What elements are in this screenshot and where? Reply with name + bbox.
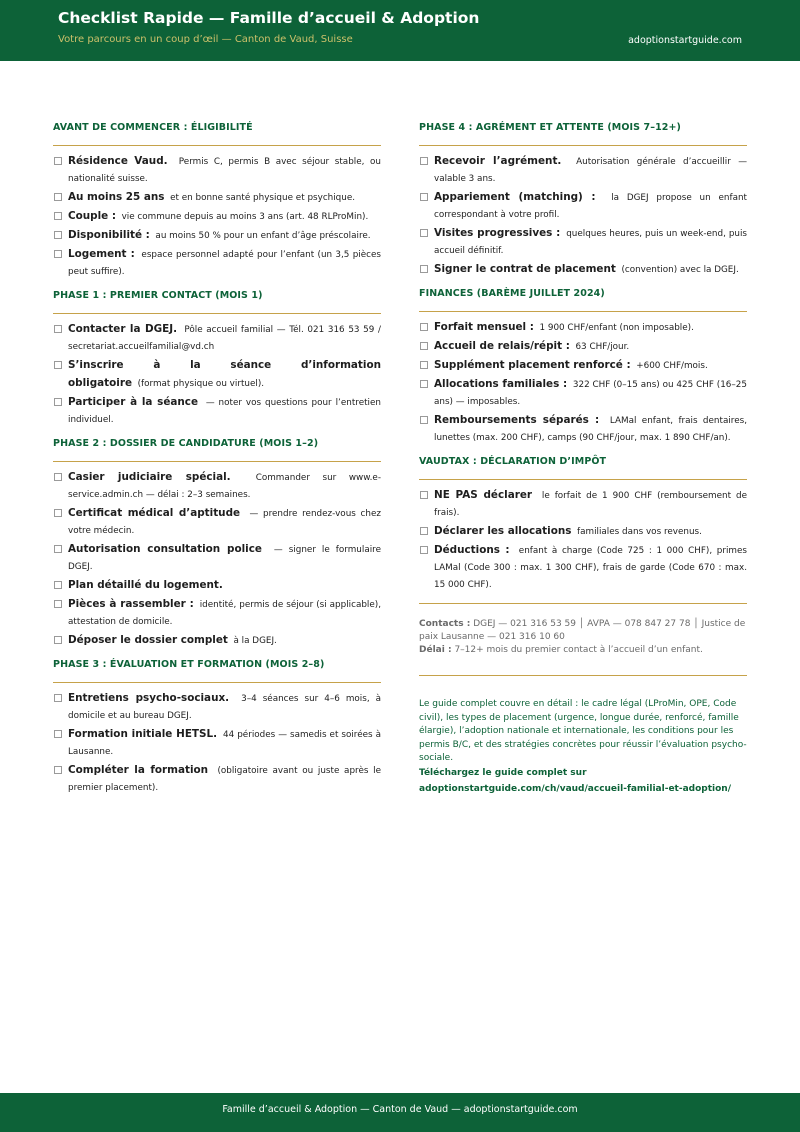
item-description: 322 CHF (0–15 ans) ou 425 CHF (16–25 ans) — imposables. [434, 380, 747, 407]
checklist-item [419, 376, 747, 411]
page-title: Checklist Rapide — Famille d’accueil & Adoption [58, 9, 480, 27]
item-description: — signer le formulaire DGEJ. [68, 545, 381, 572]
right-sections [419, 122, 747, 594]
checkbox-icon[interactable] [54, 636, 62, 644]
delai-label: Délai : [419, 645, 452, 655]
item-title: Logement : [68, 248, 135, 260]
checkbox-icon[interactable] [420, 546, 428, 554]
checklist-item [419, 412, 747, 447]
checklist [419, 319, 747, 447]
checklist-item [53, 505, 381, 540]
checkbox-icon[interactable] [54, 766, 62, 774]
item-description: identité, permis de séjour (si applicable), attestation de domicile. [68, 600, 381, 627]
item-title: Certificat médical d’aptitude [68, 507, 241, 519]
item-title: NE PAS déclarer [434, 489, 533, 501]
checkbox-icon[interactable] [420, 342, 428, 350]
checklist-item [53, 726, 381, 761]
item-description: Permis C, permis B avec séjour stable, ou nationalité suisse. [68, 157, 381, 184]
item-description: à la DGEJ. [233, 636, 277, 646]
checkbox-icon[interactable] [420, 323, 428, 331]
item-title: S’inscrire à la séance d’information obligatoire [68, 359, 381, 389]
checklist-item [53, 541, 381, 576]
item-title: Entretiens psycho-sociaux. [68, 692, 230, 704]
item-title: Au moins 25 ans [68, 191, 165, 203]
item-title: Résidence Vaud. [68, 155, 168, 167]
checkbox-icon[interactable] [54, 600, 62, 608]
checkbox-icon[interactable] [420, 157, 428, 165]
checklist [53, 153, 381, 281]
item-description: Autorisation générale d’accueillir — valable 3 ans. [434, 157, 747, 184]
contacts-block [419, 618, 747, 657]
item-title: Signer le contrat de placement [434, 263, 616, 275]
item-title: Plan détaillé du logement. [68, 579, 223, 591]
item-title: Supplément placement renforcé : [434, 359, 631, 371]
checklist-item [53, 632, 381, 650]
right-column [419, 122, 747, 797]
checkbox-icon[interactable] [420, 265, 428, 273]
checkbox-icon[interactable] [54, 398, 62, 406]
promo-text: Le guide complet couvre en détail : le cadre légal (LProMin, OPE, Code civil), les types de placement (urgence, longue durée, renforcé, famille élargie), l’adoption nationale et internationale, les conditions pour les permis B/C, et des stratégies concrètes pour réussir l’évaluation psycho-sociale. [419, 699, 747, 763]
checklist-item [419, 189, 747, 224]
checkbox-icon[interactable] [54, 193, 62, 201]
checkbox-icon[interactable] [54, 212, 62, 220]
item-description: et en bonne santé physique et psychique. [170, 193, 356, 203]
item-description: 44 périodes — samedis et soirées à Lausanne. [68, 730, 381, 757]
item-title: Recevoir l’agrément. [434, 155, 562, 167]
item-description: quelques heures, puis un week-end, puis accueil définitif. [434, 229, 748, 256]
checklist-item [53, 762, 381, 797]
checkbox-icon[interactable] [54, 581, 62, 589]
checkbox-icon[interactable] [54, 694, 62, 702]
item-title: Couple : [68, 210, 116, 222]
item-description: enfant à charge (Code 725 : 1 000 CHF), primes LAMal (Code 300 : max. 1 300 CHF), frais de garde (Code 670 : max. 15 000 CHF). [434, 546, 747, 590]
item-description: (obligatoire avant ou juste après le premier placement). [68, 766, 381, 793]
item-description: +600 CHF/mois. [636, 361, 708, 371]
item-description: espace personnel adapté pour l’enfant (un 3,5 pièces peut suffire). [68, 250, 381, 277]
checklist-item [53, 577, 381, 595]
checkbox-icon[interactable] [54, 157, 62, 165]
item-description: LAMal enfant, frais dentaires, lunettes (max. 200 CHF), camps (90 CHF/jour, max. 1 890 CHF/an). [434, 416, 747, 443]
section-title: PHASE 4 : AGRÉMENT ET ATTENTE (MOIS 7–12+) [419, 122, 747, 146]
checklist-item [53, 394, 381, 429]
item-title: Autorisation consultation police [68, 543, 262, 555]
item-title: Casier judiciaire spécial. [68, 471, 231, 483]
checklist-item [53, 246, 381, 281]
contacts-text: DGEJ — 021 316 53 59 │ AVPA — 078 847 27 78 │ Justice de paix Lausanne — 021 316 10 60 [419, 619, 746, 642]
checkbox-icon[interactable] [420, 491, 428, 499]
item-title: Forfait mensuel : [434, 321, 534, 333]
checklist-item [419, 542, 747, 594]
checklist-item [53, 469, 381, 504]
item-title: Disponibilité : [68, 229, 150, 241]
checkbox-icon[interactable] [420, 361, 428, 369]
section-title: FINANCES (BARÈME JUILLET 2024) [419, 288, 747, 312]
item-title: Visites progressives : [434, 227, 561, 239]
checkbox-icon[interactable] [420, 229, 428, 237]
page-footer [0, 1093, 800, 1132]
guide-link[interactable]: adoptionstartguide.com/ch/vaud/accueil-familial-et-adoption/ [419, 784, 732, 794]
item-title: Compléter la formation [68, 764, 209, 776]
checklist [53, 321, 381, 429]
item-title: Pièces à rassembler : [68, 598, 194, 610]
checklist-item [419, 487, 747, 522]
item-title: Formation initiale HETSL. [68, 728, 218, 740]
promo-download-label: Téléchargez le guide complet sur [419, 767, 587, 778]
page-subtitle: Votre parcours en un coup d’œil — Canton de Vaud, Suisse [58, 34, 353, 45]
item-title: Contacter la DGEJ. [68, 323, 178, 335]
item-title: Accueil de relais/répit : [434, 340, 570, 352]
checklist-item [419, 523, 747, 541]
item-title: Déductions : [434, 544, 510, 556]
item-description: la DGEJ propose un enfant correspondant à votre profil. [434, 193, 748, 220]
checklist-item [419, 319, 747, 337]
checkbox-icon[interactable] [420, 527, 428, 535]
section-title: AVANT DE COMMENCER : ÉLIGIBILITÉ [53, 122, 381, 146]
checklist-item [53, 153, 381, 188]
promo-block [419, 698, 747, 797]
delai-text: 7–12+ mois du premier contact à l’accueil d’un enfant. [454, 645, 703, 655]
checklist-item [53, 208, 381, 226]
checklist-item [53, 357, 381, 393]
item-description: Commander sur www.e-service.admin.ch — délai : 2–3 semaines. [68, 473, 381, 500]
checkbox-icon[interactable] [54, 250, 62, 258]
section-title: PHASE 1 : PREMIER CONTACT (MOIS 1) [53, 290, 381, 314]
header-site-link[interactable]: adoptionstartguide.com [628, 35, 742, 46]
checkbox-icon[interactable] [54, 545, 62, 553]
item-description: (format physique ou virtuel). [137, 379, 265, 389]
item-description: au moins 50 % pour un enfant d’âge préscolaire. [155, 231, 371, 241]
item-title: Allocations familiales : [434, 378, 568, 390]
left-column [53, 122, 381, 806]
checklist-item [53, 189, 381, 207]
item-description: 3–4 séances sur 4–6 mois, à domicile et au bureau DGEJ. [68, 694, 382, 721]
checklist-item [419, 338, 747, 356]
item-description: (convention) avec la DGEJ. [621, 265, 739, 275]
checkbox-icon[interactable] [420, 193, 428, 201]
checkbox-icon[interactable] [54, 730, 62, 738]
item-description: familiales dans vos revenus. [577, 527, 702, 537]
item-description: — noter vos questions pour l’entretien individuel. [68, 398, 381, 425]
checklist [53, 690, 381, 797]
contacts-label: Contacts : [419, 619, 471, 629]
checkbox-icon[interactable] [54, 509, 62, 517]
checklist [419, 487, 747, 594]
footer-text: Famille d’accueil & Adoption — Canton de Vaud — adoptionstartguide.com [222, 1104, 578, 1115]
checklist-item [419, 153, 747, 188]
checklist [53, 469, 381, 650]
checklist-item [53, 227, 381, 245]
checklist [419, 153, 747, 279]
divider [419, 603, 747, 604]
item-description: le forfait de 1 900 CHF (remboursement de frais). [434, 491, 747, 518]
checklist-item [419, 357, 747, 375]
checkbox-icon[interactable] [54, 361, 62, 369]
checkbox-icon[interactable] [420, 380, 428, 388]
checkbox-icon[interactable] [420, 416, 428, 424]
checklist-item [53, 690, 381, 725]
checklist-item [53, 596, 381, 631]
section-title: PHASE 2 : DOSSIER DE CANDIDATURE (MOIS 1–2) [53, 438, 381, 462]
item-description: 1 900 CHF/enfant (non imposable). [539, 323, 694, 333]
item-title: Déclarer les allocations [434, 525, 572, 537]
divider [419, 675, 747, 676]
item-title: Participer à la séance [68, 396, 198, 408]
page-header [0, 0, 800, 61]
checklist-item [419, 261, 747, 279]
item-description: Pôle accueil familial — Tél. 021 316 53 59 / secretariat.accueilfamilial@vd.ch [68, 325, 381, 352]
section-title: PHASE 3 : ÉVALUATION ET FORMATION (MOIS 2–8) [53, 659, 381, 683]
checklist-item [53, 321, 381, 356]
item-description: — prendre rendez-vous chez votre médecin. [68, 509, 382, 536]
section-title: VAUDTAX : DÉCLARATION D’IMPÔT [419, 456, 747, 480]
item-title: Déposer le dossier complet [68, 634, 228, 646]
checkbox-icon[interactable] [54, 231, 62, 239]
item-title: Remboursements séparés : [434, 414, 600, 426]
item-description: 63 CHF/jour. [575, 342, 630, 352]
checkbox-icon[interactable] [54, 473, 62, 481]
item-description: vie commune depuis au moins 3 ans (art. 48 RLProMin). [121, 212, 369, 222]
item-title: Appariement (matching) : [434, 191, 596, 203]
checkbox-icon[interactable] [54, 325, 62, 333]
checklist-item [419, 225, 747, 260]
